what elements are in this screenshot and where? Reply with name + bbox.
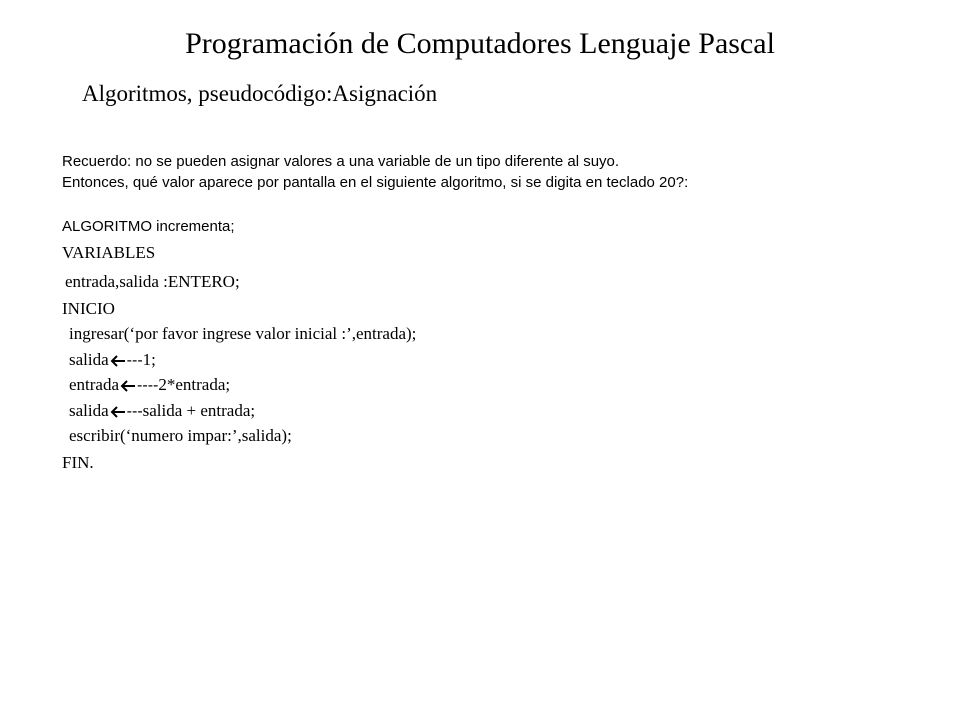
assignment-target: entrada: [69, 375, 120, 394]
assignment-statement-3: [69, 400, 255, 425]
page-title: Programación de Computadores Lenguaje Pascal: [185, 27, 775, 60]
assignment-dashes: ----: [137, 377, 159, 394]
note-line-1: [62, 151, 688, 172]
ingresar-statement: ingresar(‘por favor ingrese valor inicial :’,entrada);: [69, 324, 417, 343]
left-arrow-icon: [110, 352, 126, 374]
assignment-expression: salida + entrada;: [142, 401, 256, 420]
assignment-statement-2: [69, 374, 230, 399]
page-subtitle: Algoritmos, pseudocódigo:Asignación: [82, 81, 438, 106]
note-line-2: Entonces, qué valor aparece por pantalla en el siguiente algoritmo, si se digita en teclado 20?:: [62, 174, 689, 191]
left-arrow-icon: [120, 377, 136, 399]
escribir-statement: escribir(‘numero impar:’,salida);: [69, 426, 292, 445]
assignment-expression: 1;: [142, 350, 156, 369]
note-text: : no se pueden asignar valores a una variable de un tipo diferente al suyo.: [127, 153, 620, 170]
assignment-target: salida: [69, 350, 109, 369]
variables-keyword: VARIABLES: [62, 243, 156, 262]
inicio-keyword: INICIO: [62, 299, 115, 318]
assignment-dashes: ---: [126, 403, 143, 420]
note-label: Recuerdo: [62, 153, 128, 170]
assignment-target: salida: [69, 401, 109, 420]
note-block: [62, 151, 688, 193]
assignment-expression: 2*entrada;: [158, 375, 231, 394]
assignment-dashes: ---: [126, 352, 143, 369]
algorithm-header: ALGORITMO incrementa;: [62, 218, 235, 235]
variable-declaration: entrada,salida :ENTERO;: [65, 272, 240, 291]
fin-keyword: FIN.: [62, 453, 94, 472]
assignment-statement-1: [69, 349, 156, 374]
left-arrow-icon: [110, 403, 126, 425]
